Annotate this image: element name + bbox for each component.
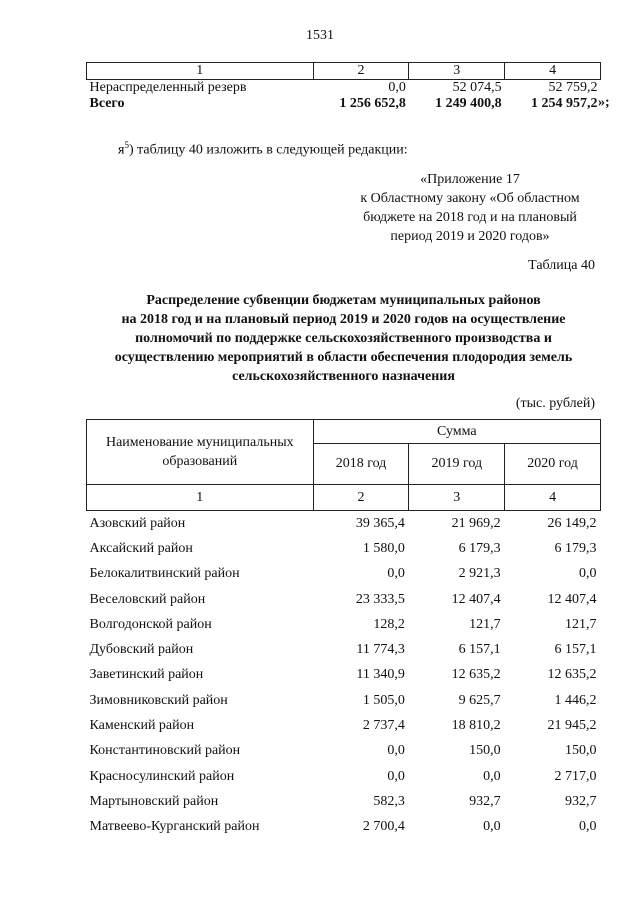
col-number: 1	[87, 485, 314, 511]
value-2019: 12 635,2	[451, 667, 501, 683]
value-2019: 150,0	[469, 743, 501, 759]
table-row	[87, 536, 601, 561]
col-number: 1	[87, 63, 314, 80]
district-name: Зимовниковский район	[89, 692, 228, 708]
district-name: Константиновский район	[89, 743, 241, 759]
value-2018: 582,3	[373, 793, 405, 809]
col-number: 2	[313, 63, 409, 80]
table-row	[87, 587, 601, 612]
district-name: Волгодонской район	[89, 616, 212, 632]
value-2020: 6 179,3	[554, 540, 597, 556]
value-2019: 121,7	[469, 616, 501, 632]
value-2020: 2 717,0	[554, 768, 597, 784]
page-number: 1531	[306, 28, 334, 43]
header-year: 2018 год	[313, 444, 409, 485]
value-2019: 21 969,2	[451, 515, 501, 531]
value-2019: 6 179,3	[458, 540, 501, 556]
col-number: 2	[313, 485, 409, 511]
table-row	[87, 789, 601, 814]
header-sum: Сумма	[313, 420, 600, 444]
row-label: Всего	[89, 96, 125, 111]
value-2019: 1 249 400,8	[435, 96, 502, 111]
table-title	[86, 291, 601, 386]
table-row	[87, 713, 601, 738]
district-name: Каменский район	[89, 718, 195, 734]
value-2020: 1 446,2	[554, 692, 597, 708]
value-2019: 0,0	[483, 768, 501, 784]
district-name: Красносулинский район	[89, 768, 235, 784]
table-row	[87, 688, 601, 713]
table-row	[87, 80, 601, 97]
value-2019: 2 921,3	[458, 566, 501, 582]
value-2018: 39 365,4	[355, 515, 405, 531]
header-year: 2020 год	[505, 444, 601, 485]
row-label: Нераспределенный резерв	[89, 80, 247, 95]
value-2019: 0,0	[483, 819, 501, 835]
value-2019: 52 074,5	[452, 80, 502, 95]
instruction-prefix: я	[118, 142, 125, 158]
value-2020: 52 759,2	[548, 80, 598, 95]
table-row	[87, 815, 601, 840]
value-2020: 121,7	[565, 616, 597, 632]
title-line: Распределение субвенции бюджетам муниципальных районов	[146, 293, 541, 308]
top-table-header	[87, 63, 601, 80]
value-2018: 11 340,9	[356, 667, 405, 683]
value-2020: 0,0	[579, 566, 597, 582]
instruction-text	[118, 140, 408, 159]
header-year: 2019 год	[409, 444, 505, 485]
value-2020: 26 149,2	[547, 515, 597, 531]
table-row	[87, 562, 601, 587]
value-2020: 21 945,2	[547, 718, 597, 734]
header-name: Наименование муниципальных образований	[87, 420, 314, 485]
table-row	[87, 739, 601, 764]
unit-label: (тыс. рублей)	[515, 396, 595, 411]
col-number: 3	[409, 63, 505, 80]
table-row	[87, 612, 601, 637]
title-line: на 2018 год и на плановый период 2019 и 2020 годов на осуществление	[121, 312, 566, 327]
district-name: Белокалитвинский район	[89, 566, 240, 582]
main-table	[86, 419, 601, 840]
value-2020: 12 635,2	[547, 667, 597, 683]
appendix-line: период 2019 и 2020 годов»	[390, 229, 550, 244]
appendix-line: «Приложение 17	[420, 172, 520, 187]
value-2019: 932,7	[469, 793, 501, 809]
value-2018: 11 774,3	[356, 642, 405, 658]
value-2018: 2 737,4	[362, 718, 405, 734]
value-2018: 2 700,4	[362, 819, 405, 835]
title-line: полномочий по поддержке сельскохозяйственного производства и	[135, 331, 552, 346]
value-2018: 1 580,0	[362, 540, 405, 556]
table-label: Таблица 40	[528, 258, 595, 273]
instruction-sup: 5	[124, 140, 129, 150]
district-name: Мартыновский район	[89, 793, 219, 809]
col-number: 4	[505, 485, 601, 511]
value-2018: 128,2	[373, 616, 405, 632]
table-row	[87, 511, 601, 537]
district-name: Азовский район	[89, 515, 186, 531]
value-2020: 6 157,1	[554, 642, 597, 658]
appendix-line: бюджете на 2018 год и на плановый	[363, 210, 577, 225]
top-table	[86, 62, 601, 112]
value-2018: 23 333,5	[355, 591, 405, 607]
district-name: Веселовский район	[89, 591, 206, 607]
instruction-body: ) таблицу 40 изложить в следующей редакции:	[128, 142, 408, 158]
value-2019: 6 157,1	[458, 642, 501, 658]
value-2020: 1 254 957,2	[531, 96, 598, 111]
value-2020: 150,0	[565, 743, 597, 759]
value-2019: 9 625,7	[458, 692, 501, 708]
header-row	[87, 420, 601, 444]
table-row	[87, 663, 601, 688]
value-2018: 0,0	[387, 566, 405, 582]
appendix-line: к Областному закону «Об областном	[360, 191, 580, 206]
title-line: сельскохозяйственного назначения	[232, 369, 455, 384]
closing-quote: »;	[598, 95, 610, 110]
appendix-reference	[330, 170, 610, 246]
value-2018: 0,0	[387, 768, 405, 784]
district-name: Заветинский район	[89, 667, 204, 683]
value-2019: 12 407,4	[451, 591, 501, 607]
value-2018: 1 256 652,8	[339, 96, 406, 111]
value-2018: 0,0	[387, 743, 405, 759]
title-line: осуществлению мероприятий в области обеспечения плодородия земель	[114, 350, 573, 365]
table-row	[87, 764, 601, 789]
value-2020: 0,0	[579, 819, 597, 835]
district-name: Дубовский район	[89, 642, 194, 658]
value-2018: 1 505,0	[362, 692, 405, 708]
column-numbers-row	[87, 485, 601, 511]
table-row-total	[87, 96, 601, 112]
col-number: 4	[505, 63, 601, 80]
value-2018: 0,0	[388, 80, 406, 95]
district-name: Аксайский район	[89, 540, 193, 556]
district-name: Матвеево-Курганский район	[89, 819, 260, 835]
table-row	[87, 637, 601, 662]
col-number: 3	[409, 485, 505, 511]
value-2019: 18 810,2	[451, 718, 501, 734]
value-2020: 932,7	[565, 793, 597, 809]
value-2020: 12 407,4	[547, 591, 597, 607]
